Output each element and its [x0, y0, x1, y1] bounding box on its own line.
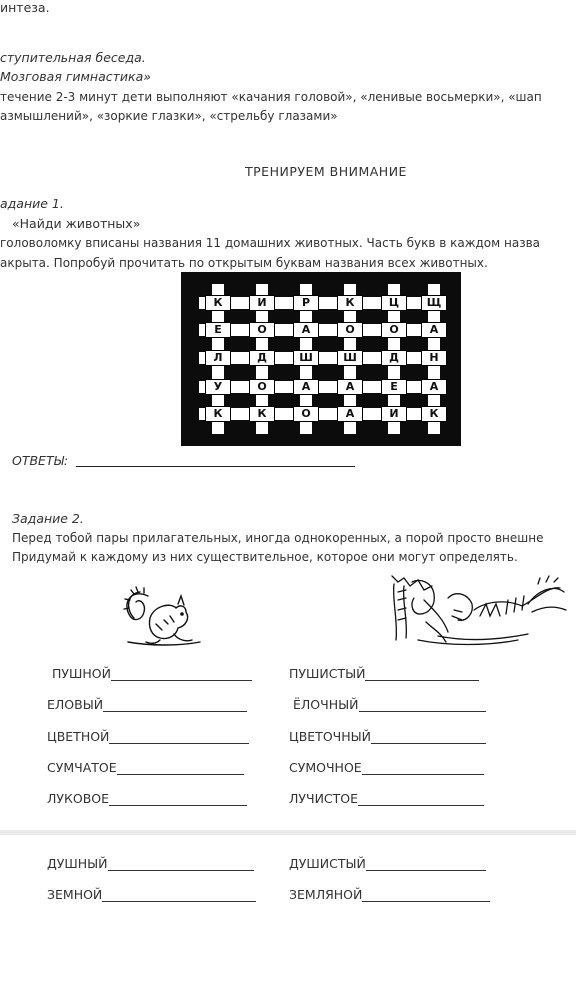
answer-blank-right[interactable] [362, 774, 484, 775]
pair-left-word: ЛУКОВОЕ [47, 791, 110, 806]
section-divider [0, 830, 576, 835]
pair-right-word: ПУШИСТЫЙ [289, 666, 366, 681]
squirrel-illustration [120, 584, 206, 650]
pair-left-word: ЦВЕТНОЙ [47, 729, 110, 744]
puzzle-cell: К [205, 406, 231, 422]
top-fragment: интеза. [0, 0, 50, 15]
pair-left-word: СУМЧАТОЕ [47, 760, 117, 775]
puzzle-cell: А [421, 379, 447, 395]
puzzle-cell: А [293, 379, 319, 395]
puzzle-cell: О [381, 322, 407, 338]
pair-right-word: СУМОЧНОЕ [289, 760, 362, 775]
pair-right-word: ЦВЕТОЧНЫЙ [289, 729, 372, 744]
puzzle-cell: Н [421, 350, 447, 366]
pair-right-word: ЛУЧИСТОЕ [289, 791, 359, 806]
puzzle-cell: К [421, 406, 447, 422]
puzzle-cell: О [293, 406, 319, 422]
answer-blank-left[interactable] [111, 680, 252, 681]
answer-blank-right[interactable] [371, 743, 486, 744]
answer-blank-left[interactable] [109, 743, 249, 744]
pair-right-word: ЗЕМЛЯНОЙ [289, 887, 363, 902]
puzzle-cell: К [205, 295, 231, 311]
puzzle-cell: И [381, 406, 407, 422]
answer-blank-left[interactable] [108, 870, 254, 871]
pair-left-word: ЕЛОВЫЙ [47, 697, 104, 712]
task2-line-1: Перед тобой пары прилагательных, иногда однокоренных, а порой просто внешне [12, 531, 544, 545]
answer-blank-right[interactable] [359, 711, 486, 712]
puzzle-cell: О [249, 322, 275, 338]
answer-blank-right[interactable] [366, 870, 486, 871]
pair-left-word: ПУШНОЙ [52, 666, 111, 681]
puzzle-cell: А [293, 322, 319, 338]
intro-line-1: течение 2-3 минут дети выполняют «качания головой», «ленивые восьмерки», «шап [0, 90, 542, 104]
answer-blank-right[interactable] [362, 901, 490, 902]
puzzle-cell: А [337, 406, 363, 422]
puzzle-cell: К [249, 406, 275, 422]
answer-blank-left[interactable] [109, 805, 247, 806]
puzzle-cell: О [337, 322, 363, 338]
animal-puzzle-grid [181, 272, 461, 446]
answers-line[interactable] [76, 466, 355, 467]
puzzle-cell: Д [249, 350, 275, 366]
puzzle-cell: Ц [381, 295, 407, 311]
puzzle-cell: А [421, 322, 447, 338]
task2-title: Задание 2. [12, 511, 84, 526]
puzzle-cell: Р [293, 295, 319, 311]
task1-line-1: головоломку вписаны названия 11 домашних животных. Часть букв в каждом назва [0, 236, 541, 250]
task1-name: «Найди животных» [12, 216, 141, 231]
puzzle-cell: Д [381, 350, 407, 366]
puzzle-cell: Ш [293, 350, 319, 366]
task1-line-2: акрыта. Попробуй прочитать по открытым буквам названия всех животных. [0, 256, 488, 270]
puzzle-cell: Л [205, 350, 231, 366]
fluffy-lettering-illustration [388, 570, 570, 646]
intro-subtitle: Мозговая гимнастика» [0, 69, 151, 84]
puzzle-cell: О [249, 379, 275, 395]
puzzle-cell: К [337, 295, 363, 311]
intro-line-2: азмышлений», «зоркие глазки», «стрельбу глазами» [0, 109, 338, 123]
task2-line-2: Придумай к каждому из них существительное, которое они могут определять. [12, 550, 518, 564]
puzzle-cell: А [337, 379, 363, 395]
pair-left-word: ЗЕМНОЙ [47, 887, 103, 902]
answer-blank-right[interactable] [358, 805, 484, 806]
intro-title: ступительная беседа. [0, 50, 146, 65]
section-heading: ТРЕНИРУЕМ ВНИМАНИЕ [245, 164, 407, 179]
puzzle-cell: Ш [337, 350, 363, 366]
answers-label: ОТВЕТЫ: [12, 453, 69, 468]
puzzle-cell: И [249, 295, 275, 311]
answer-blank-left[interactable] [103, 711, 247, 712]
answer-blank-left[interactable] [117, 774, 244, 775]
pair-right-word: ЁЛОЧНЫЙ [293, 697, 359, 712]
task1-title: адание 1. [0, 196, 64, 211]
pair-right-word: ДУШИСТЫЙ [289, 856, 366, 871]
answer-blank-right[interactable] [365, 680, 479, 681]
pair-left-word: ДУШНЫЙ [47, 856, 108, 871]
puzzle-cell: У [205, 379, 231, 395]
puzzle-cell: Е [205, 322, 231, 338]
answer-blank-left[interactable] [102, 901, 256, 902]
puzzle-cell: Щ [421, 295, 447, 311]
puzzle-cell: Е [381, 379, 407, 395]
